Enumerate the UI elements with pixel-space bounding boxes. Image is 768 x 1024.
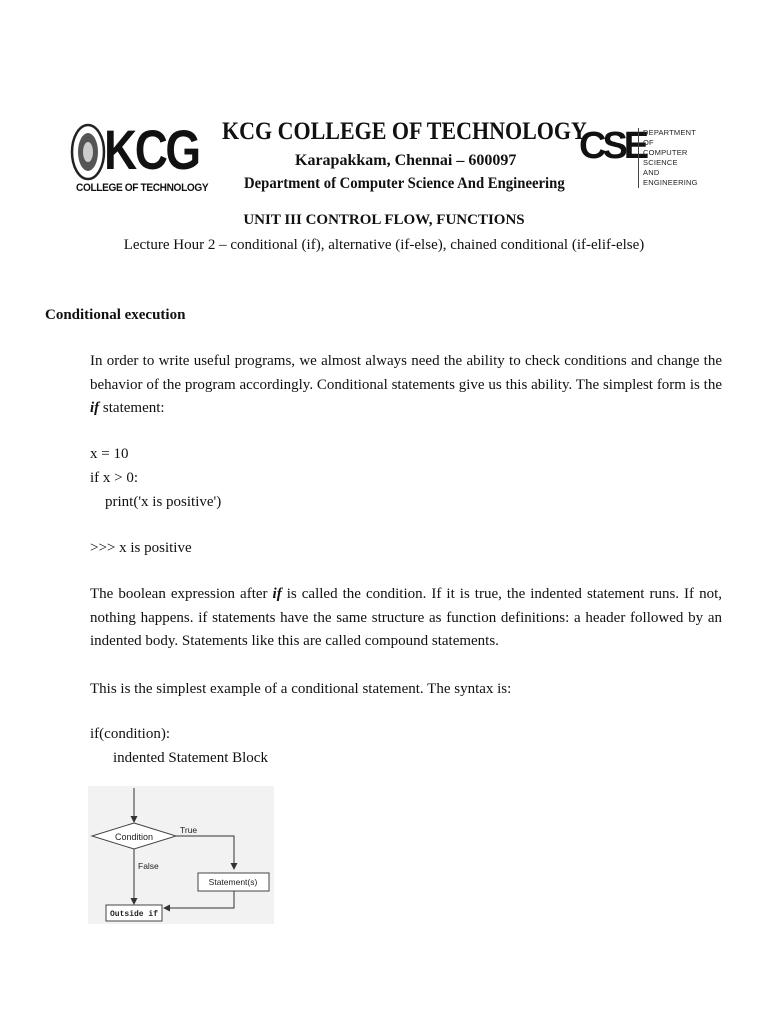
code-line: x = 10 bbox=[90, 446, 129, 462]
flowchart-background bbox=[88, 786, 274, 924]
outside-label: Outside if bbox=[109, 910, 159, 919]
logo-subtext: COLLEGE OF TECHNOLOGY bbox=[76, 182, 209, 194]
code-line: print('x is positive') bbox=[105, 494, 222, 510]
condition-text-end: is called the condition. If it is true, the indented statement runs. If not, nothing happens. if statements have the same structure as function definitions: a header followed by an indented body. Statements like this are called compound statements. bbox=[90, 586, 722, 649]
condition-label: Condition bbox=[114, 832, 154, 842]
false-label: False bbox=[138, 861, 159, 871]
output-line: >>> x is positive bbox=[90, 540, 192, 556]
lecture-title: Lecture Hour 2 – conditional (if), alternative (if-else), chained conditional (if-elif-else) bbox=[123, 237, 645, 253]
intro-text-end: statement: bbox=[99, 400, 165, 416]
college-emblem-icon bbox=[70, 122, 106, 182]
logo-text: KCG bbox=[104, 118, 199, 181]
kcg-logo bbox=[70, 118, 209, 198]
intro-text: In order to write useful programs, we almost always need the ability to check conditions and change the behavior of the program accordingly. Conditional statements give us this ability. The simplest form is the bbox=[90, 353, 722, 393]
cse-caption-line: AND ENGINEERING bbox=[643, 168, 698, 187]
cse-logo-caption bbox=[638, 128, 708, 188]
college-name: KCG COLLEGE OF TECHNOLOGY bbox=[222, 118, 587, 145]
unit-title: UNIT III CONTROL FLOW, FUNCTIONS bbox=[243, 212, 525, 228]
syntax-intro: This is the simplest example of a conditional statement. The syntax is: bbox=[90, 681, 512, 697]
syntax-line: indented Statement Block bbox=[113, 750, 268, 766]
intro-paragraph bbox=[90, 350, 722, 421]
cse-logo bbox=[578, 124, 708, 187]
true-label: True bbox=[180, 825, 198, 835]
cse-caption-line: COMPUTER SCIENCE bbox=[643, 148, 688, 167]
if-keyword: if bbox=[90, 400, 100, 416]
cse-logo-icon bbox=[578, 124, 646, 167]
condition-text: The boolean expression after bbox=[90, 586, 273, 602]
if-flowchart bbox=[88, 786, 274, 924]
condition-paragraph bbox=[90, 583, 722, 654]
department-name: Department of Computer Science And Engineering bbox=[244, 175, 565, 192]
cse-logo-mark: CSE bbox=[579, 125, 646, 167]
syntax-line: if(condition): bbox=[90, 726, 170, 742]
statement-label: Statement(s) bbox=[208, 877, 258, 887]
section-heading: Conditional execution bbox=[45, 307, 186, 323]
if-keyword: if bbox=[272, 586, 282, 602]
cse-caption-line: DEPARTMENT OF bbox=[643, 128, 696, 147]
code-line: if x > 0: bbox=[90, 470, 139, 486]
college-address: Karapakkam, Chennai – 600097 bbox=[295, 152, 517, 169]
